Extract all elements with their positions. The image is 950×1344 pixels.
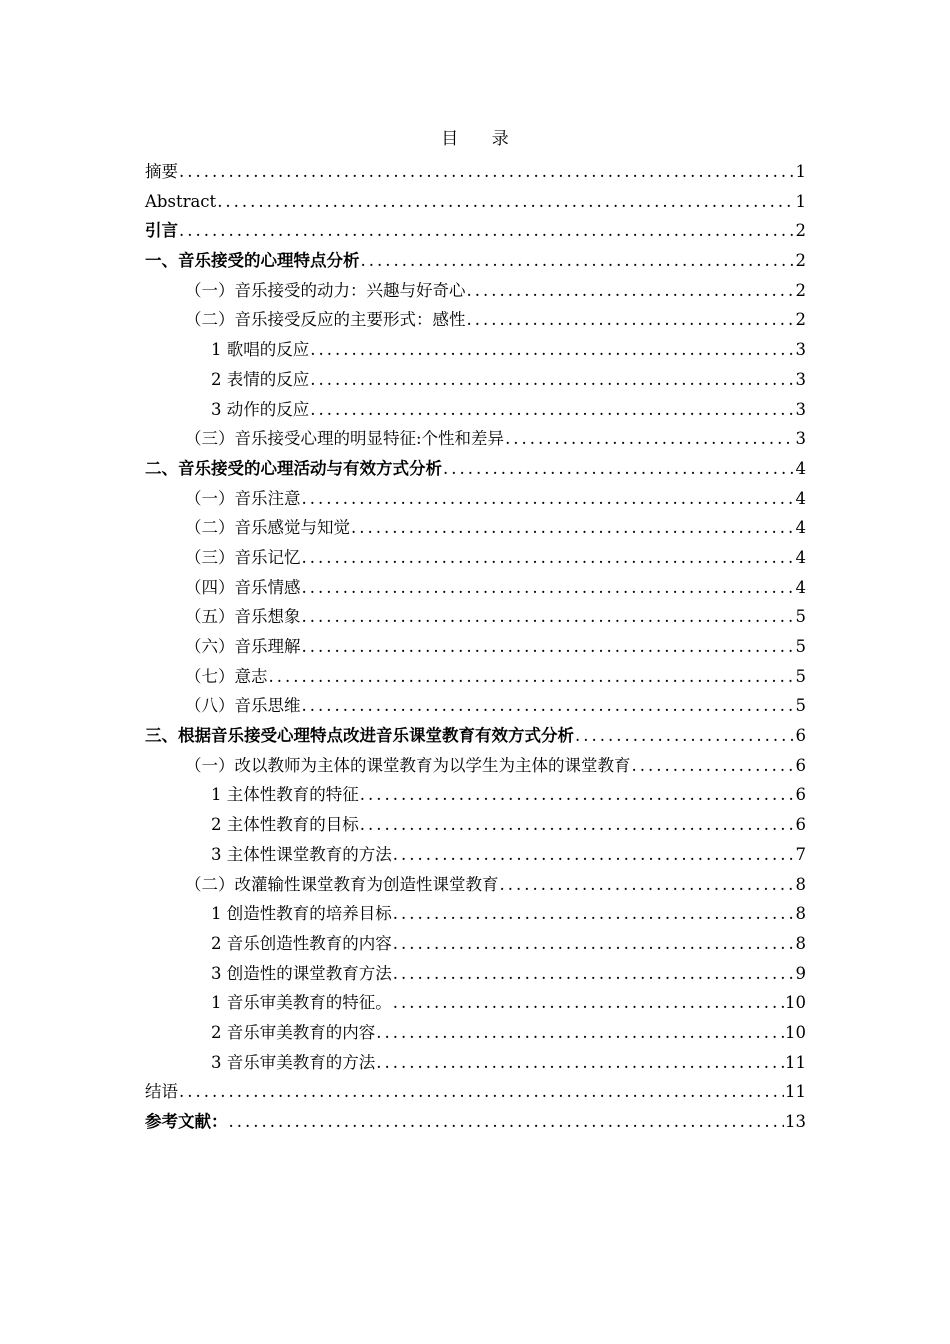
toc-leader-dots	[467, 276, 795, 306]
toc-entry[interactable]	[145, 424, 806, 454]
toc-leader-dots	[310, 365, 794, 395]
toc-entry-page-number: 3	[795, 429, 806, 449]
toc-leader-dots	[179, 157, 795, 187]
toc-entry[interactable]	[145, 929, 806, 959]
toc-entry-label: 参考文献：	[145, 1112, 228, 1131]
toc-entry-page-number: 8	[795, 874, 806, 894]
toc-entry[interactable]	[145, 395, 806, 425]
toc-entry-label: 引言	[145, 221, 178, 241]
toc-entry-page-number: 6	[795, 785, 806, 805]
toc-entry-label: （八）音乐思维	[185, 696, 301, 716]
toc-entry[interactable]	[145, 721, 806, 751]
toc-leader-dots	[360, 810, 795, 840]
toc-entry-page-number: 2	[795, 280, 806, 300]
toc-leader-dots	[467, 305, 795, 335]
toc-entry-label: （六）音乐理解	[185, 637, 301, 656]
toc-entry-label: 二、音乐接受的心理活动与有效方式分析	[145, 458, 442, 478]
toc-leader-dots	[302, 691, 795, 721]
toc-entry[interactable]	[145, 1018, 806, 1048]
toc-entry-page-number: 2	[795, 221, 806, 241]
toc-entry[interactable]	[145, 988, 806, 1018]
toc-entry[interactable]	[145, 1048, 806, 1078]
toc-leader-dots	[393, 959, 795, 989]
toc-entry-label: Abstract	[145, 191, 217, 211]
toc-leader-dots	[229, 1107, 785, 1137]
toc-entry[interactable]	[145, 1107, 806, 1137]
toc-entry-label: 3 音乐审美教育的方法	[211, 1052, 376, 1072]
toc-leader-dots	[310, 335, 794, 365]
toc-entry-page-number: 3	[795, 399, 806, 419]
toc-entry-page-number: 9	[795, 963, 806, 983]
toc-entry-label: 3 主体性课堂教育的方法	[211, 844, 392, 864]
toc-entry-label: 一、音乐接受的心理特点分析	[145, 251, 360, 271]
toc-entry[interactable]	[145, 305, 806, 335]
toc-leader-dots	[351, 513, 795, 543]
toc-leader-dots	[302, 573, 795, 603]
toc-entry-label: 2 音乐审美教育的内容	[211, 1022, 376, 1042]
toc-entry-label: 1 创造性教育的培养目标	[211, 904, 392, 924]
toc-entry-page-number: 4	[795, 547, 806, 567]
toc-entry[interactable]	[145, 959, 806, 989]
toc-leader-dots	[500, 870, 795, 900]
toc-entry-label: （一）音乐接受的动力：兴趣与好奇心	[185, 280, 466, 300]
toc-leader-dots	[575, 721, 795, 751]
toc-entry[interactable]	[145, 157, 806, 187]
toc-entry-label: （二）音乐感觉与知觉	[185, 518, 350, 538]
toc-entry-label: 2 表情的反应	[211, 369, 310, 389]
toc-entry-label: 三、根据音乐接受心理特点改进音乐课堂教育有效方式分析	[145, 726, 574, 746]
toc-entry-page-number: 11	[785, 1052, 806, 1072]
toc-entry-page-number: 2	[795, 310, 806, 330]
toc-entry-page-number: 5	[795, 666, 806, 686]
toc-entry[interactable]	[145, 870, 806, 900]
toc-entry-page-number: 10	[785, 993, 806, 1013]
toc-entry[interactable]	[145, 840, 806, 870]
toc-leader-dots	[393, 929, 795, 959]
toc-entry[interactable]	[145, 246, 806, 276]
toc-entry-page-number: 6	[795, 755, 806, 775]
toc-entry-label: （二）改灌输性课堂教育为创造性课堂教育	[185, 874, 499, 894]
toc-entry[interactable]	[145, 365, 806, 395]
toc-title: 目 录	[441, 129, 523, 149]
toc-leader-dots	[360, 780, 795, 810]
toc-entry-label: 1 主体性教育的特征	[211, 785, 359, 805]
toc-leader-dots	[302, 543, 795, 573]
toc-entry[interactable]	[145, 810, 806, 840]
toc-entry-page-number: 5	[795, 637, 806, 656]
toc-entry-label: （五）音乐想象	[185, 607, 301, 627]
toc-entry[interactable]	[145, 187, 806, 217]
toc-entry-page-number: 4	[795, 458, 806, 478]
toc-entry[interactable]	[145, 632, 806, 662]
toc-entry-page-number: 8	[795, 904, 806, 924]
toc-entry[interactable]	[145, 335, 806, 365]
toc-entry-page-number: 5	[795, 696, 806, 716]
toc-leader-dots	[302, 632, 795, 662]
toc-leader-dots	[393, 899, 795, 929]
toc-entry[interactable]	[145, 602, 806, 632]
toc-entry-page-number: 10	[785, 1022, 806, 1042]
toc-entry-label: 摘要	[145, 162, 178, 181]
toc-leader-dots	[393, 988, 784, 1018]
toc-leader-dots	[302, 484, 795, 514]
toc-leader-dots	[505, 424, 794, 454]
toc-entry-page-number: 3	[795, 369, 806, 389]
toc-leader-dots	[179, 216, 795, 246]
toc-entry-label: 3 创造性的课堂教育方法	[211, 963, 392, 983]
toc-entry-label: 3 动作的反应	[211, 399, 310, 419]
toc-leader-dots	[302, 602, 795, 632]
toc-entry[interactable]	[145, 899, 806, 929]
toc-leader-dots	[632, 751, 795, 781]
toc-entry-page-number: 4	[795, 488, 806, 508]
toc-entry-label: （一）音乐注意	[185, 488, 301, 508]
toc-entry-page-number: 6	[795, 815, 806, 835]
toc-leader-dots	[443, 454, 795, 484]
toc-entry-page-number: 2	[795, 251, 806, 271]
toc-entry[interactable]	[145, 662, 806, 692]
toc-entry[interactable]	[145, 691, 806, 721]
toc-entry-page-number: 6	[795, 726, 806, 746]
toc-entry[interactable]	[145, 780, 806, 810]
toc-entry[interactable]	[145, 276, 806, 306]
toc-entry-page-number: 5	[795, 607, 806, 627]
toc-entry-page-number: 4	[795, 577, 806, 597]
toc-entry-label: 1 歌唱的反应	[211, 340, 310, 360]
toc-leader-dots	[217, 187, 794, 217]
toc-entry-page-number: 1	[795, 162, 806, 181]
toc-entry[interactable]	[145, 454, 806, 484]
toc-entry[interactable]	[145, 484, 806, 514]
toc-leader-dots	[376, 1018, 784, 1048]
toc-entry-label: （一）改以教师为主体的课堂教育为以学生为主体的课堂教育	[185, 755, 631, 775]
toc-list	[145, 157, 806, 1137]
toc-entry[interactable]	[145, 216, 806, 246]
toc-entry[interactable]	[145, 573, 806, 603]
toc-entry-page-number: 1	[795, 191, 806, 211]
toc-entry-label: 结语	[145, 1082, 178, 1102]
toc-leader-dots	[269, 662, 795, 692]
toc-entry-page-number: 11	[785, 1082, 806, 1102]
toc-entry-label: （二）音乐接受反应的主要形式：感性	[185, 310, 466, 330]
toc-entry-label: 2 主体性教育的目标	[211, 815, 359, 835]
toc-entry[interactable]	[145, 1077, 806, 1107]
toc-leader-dots	[310, 395, 794, 425]
toc-entry-label: （四）音乐情感	[185, 577, 301, 597]
toc-entry-page-number: 3	[795, 340, 806, 360]
toc-entry-label: （三）音乐记忆	[185, 547, 301, 567]
toc-entry[interactable]	[145, 543, 806, 573]
toc-entry[interactable]	[145, 751, 806, 781]
toc-entry-page-number: 8	[795, 933, 806, 953]
toc-leader-dots	[179, 1077, 784, 1107]
toc-entry-label: （七）意志	[185, 666, 268, 686]
toc-leader-dots	[376, 1048, 784, 1078]
toc-leader-dots	[393, 840, 795, 870]
toc-entry-label: 1 音乐审美教育的特征。	[211, 993, 392, 1013]
toc-entry[interactable]	[145, 513, 806, 543]
toc-entry-page-number: 7	[795, 844, 806, 864]
toc-entry-page-number: 13	[785, 1112, 806, 1131]
toc-entry-page-number: 4	[795, 518, 806, 538]
toc-leader-dots	[361, 246, 795, 276]
toc-entry-label: （三）音乐接受心理的明显特征:个性和差异	[185, 429, 505, 449]
toc-entry-label: 2 音乐创造性教育的内容	[211, 933, 392, 953]
